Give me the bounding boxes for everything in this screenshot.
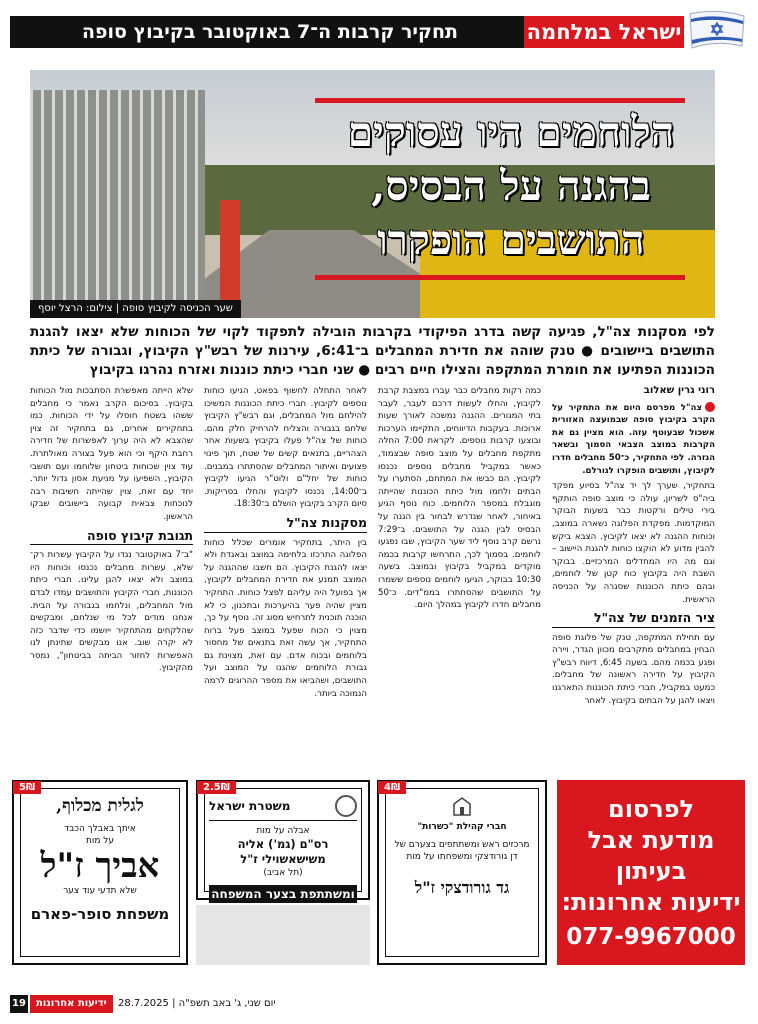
death-notice-3 xyxy=(12,780,188,965)
photo-caption: שער הכניסה לקיבוץ סופה | צילום: הרצל יוסף xyxy=(30,300,241,318)
headline-line-3: התושבים הופקרו xyxy=(377,216,645,264)
notice-text: אבלה על מות xyxy=(256,826,310,836)
article-intro xyxy=(552,402,715,478)
death-notice-1 xyxy=(377,780,547,965)
headline-line-1: הלוחמים היו עסוקים xyxy=(347,108,675,156)
notice-price: 5₪ xyxy=(13,781,41,794)
notice-frame xyxy=(20,788,180,957)
page-footer xyxy=(10,995,748,1013)
article-paragraph: שלא הייתה מאפשרת הסתבכות מול הכוחות בקיבוץ. בסיכום הקרב נאמר כי מחבלים ששהו בשטח חוסלו על ידי הכוחות. כמו בתחקירים אחרים, גם בתחקיר זה צוין שהצבא לא היה ערוך לאפשרות של חדירה רחבת היקף וכי הוא פעל בצורה מאולתרת. עוד צוין שכוחות ביטחון שלוחמו ועם תושבי הקיבוץ, השפיעו על מניעת אסון גדול יותר. יחד עם זאת, צוין שהייתה חשיבות רבה לנוכחות צבאית קבועה ביישובים שבקו הראשון. xyxy=(30,386,193,522)
article-intro-text: צה"ל מפרסם היום את התחקיר על הקרב בקיבוץ סופה שבמועצה האזורית אשכול שבעוטף עזה. הוא מציין גם את הקרבות במוצב הצבאי הסמוך ובשאר הגזרה. לפי התחקיר, כ־50 מחבלים חדרו לקיבוץ, ותושבים הופקרו לגורלם. xyxy=(552,402,715,476)
notice-text: על מות xyxy=(85,836,115,846)
article-paragraph: עם תחילת המתקפה, טנק של פלוגת סופה הבחין במחבלים מתקרבים מכוון הגדר, ויירה ופגע בכמה מהם. בשעה 6:45, דיווח רבש"ץ הקיבוץ על חדירה ראשונה של מחבלים. כמעט במקביל, חברי כיתת הכוננות התארגנו ויצאו להגן על הבתים בקיבוץ. לאחר xyxy=(552,632,715,706)
title-rule-top xyxy=(315,98,685,103)
notice-price: 2.5₪ xyxy=(197,781,236,794)
notice-text: מרכזים ראש ומשתתפים בצערם של דן גורודצקי ומשפחתו על מות xyxy=(394,840,530,862)
notice-org: משטרת ישראל xyxy=(209,799,291,813)
newspaper-brand: ידיעות אחרונות xyxy=(30,995,113,1013)
title-rule-bottom xyxy=(315,275,685,280)
page-header xyxy=(10,8,748,52)
notice-signature: משפחת סופר-פארם xyxy=(30,905,170,923)
notice-text: שלא תדעי עוד צער xyxy=(63,886,137,896)
article-paragraph: "ב־7 באוקטובר נגדו על הקיבוץ עשרות רק־ שלא, עשרות מחבלים נכנסו וכוחות היו במוצב ולא יצאו להגן עלינו. חברי כיתת הכוננות, חברי הקיבוץ והתושבים עמדו לבדם מול המחבלים, ונלחמו בגבורה על הבית. אנחנו מודים לכל מי שנלחם, ומבקשים שהלקחים מהתחקיר ייושמו כדי שדבר כזה לא יקרה שוב. אנו מבקשים שתינתן לנו האפשרות לחזור הביתה בביטחון", נמסר מהקיבוץ. xyxy=(30,550,193,674)
article-column-4 xyxy=(30,385,193,770)
notice-frame xyxy=(204,788,362,901)
empty-ad-slot xyxy=(196,905,370,965)
notice-condolence-bar: ומשתתפת בצער המשפחה xyxy=(209,885,357,903)
obituary-promo-ad[interactable] xyxy=(557,780,745,965)
article-body xyxy=(30,385,715,770)
article-paragraph: בתחקיר, שערך לך יד צה"ל בסיוע מפקד ביה"ס לשריון, עולה כי מוצב סופה הותקף בירי טילים ורקטות כבר בשעות הבוקר המוקדמות. מפקדת הפלוגה נשארה במוצב, וכוחות ההגנה לא יצאו לקיבוץ. הצבא ביקש להבין מדוע לא הוקצו כוחות להגנת היישוב – וגם מה היו המחדלים המרכזיים. בבוקר השבת היה בקיבוץ כוח קטן של לוחמים, ובהם כיתת הכוננות שסגרה על הכניסה הראשית. xyxy=(552,481,715,605)
promo-line-3: בעיתון xyxy=(615,857,687,885)
byline: רוני גרין שאלוב xyxy=(643,385,715,396)
headline xyxy=(321,105,701,267)
promo-line-2: מודעת אבל xyxy=(587,826,715,854)
article-paragraph: כמה רקות מחבלים כבר עברו במצבת קרבת לקיבוץ, והחלו לעשות דרכם לעבר, לעבר בתי המגורים. ההגנה נמשכה לאורך שעות ארוכות. בעקבות הדיווחים, התקיימו הערכות ובוצעו קרבות נוספים. לקראת 7:00 החלה מתקפת מחבלים על מוצב סופה שבצמוד, כאשר במקביל מחבלים נוספים נכנסו לקיבוץ. הם כבשו את המתחם, הסתערו על הבתים ולחמו מול כיתת הכוננות שהייתה מוגבלת במספר הלוחמים. כוח נוסף הגיע באיחור, לאחר שנדרש לבחור בין הגנה על הבסיס לבין הגנה על התושבים. ב־7:29 נרשם קרב נוסף ליד שער הקיבוץ, שבו נפגעו לוחמים. בסמוך לכך, התרחשו קרבות בכמה מוקדים במקביל בקיבוץ ובמוצב. בשעה 10:30 בבוקר, הגיעו לוחמים נוספים ששמרו על התושבים שהסתתרו בממ"דים. כ־50 מחבלים חדרו לקיבוץ במהלך היום. xyxy=(378,386,541,611)
notice-deceased-name: גד גורודצקי ז"ל xyxy=(414,878,510,897)
notice-recipient: לגלית מכלוף, xyxy=(56,796,144,816)
article-column-2 xyxy=(378,385,541,770)
headline-line-2: בהגנה על הבסיס, xyxy=(371,162,651,210)
page-number: 19 xyxy=(10,995,28,1013)
subheading-timeline: ציר הזמנים של צה"ל xyxy=(552,612,715,628)
promo-line-1: לפרסום xyxy=(607,795,694,823)
notice-deceased-name: אביך ז"ל xyxy=(40,846,160,886)
police-emblem-icon xyxy=(335,795,357,817)
photo-fence xyxy=(30,90,205,318)
subheading-conclusions: מסקנות צה"ל xyxy=(204,517,367,533)
notice-text: איתך באבלך הכבד xyxy=(64,824,136,834)
israel-flag-icon xyxy=(686,8,748,52)
bullet-icon xyxy=(705,402,715,412)
notice-subtext: (תל אביב) xyxy=(263,868,303,878)
issue-date: יום שני, ג' באב תשפ"ה | 28.7.2025 xyxy=(118,998,276,1009)
article-paragraph: בין היתר, בתחקיר אומרים שכלל כוחות הפלוגה התרכזו בלחימה במוצב ובאגדת ולא יצאו להגנת הקיבוץ. הם חשבו שההגנה על המוצב תמנע את חדירת המחבלים לקיבוץ, אך בפועל היה עליהם לפצל כוחות. התחקיר מציין שהיה פער בהיערכות ובתכנון, כי לא הוכנה תוכנית לתרחיש מסוג זה. נוסף על כך, מצוין כי הכוח שפעל במוצב פעל ברוח התחקיר, אך עשה זאת בתנאים של מחסור בלוחמים ובכוח אדם. עם זאת, מצוינת גם גבורת הלוחמים שהגנו על המוצב ועל התושבים, ושהביאו את מספר ההרוגים לרמה הנמוכה ביותר. xyxy=(204,537,367,699)
promo-line-4: ידיעות אחרונות: xyxy=(561,888,741,916)
article-column-1 xyxy=(552,385,715,770)
lede-paragraph: לפי מסקנות צה"ל, פגיעה קשה בדרג הפיקודי בקרבות הובילה לתפקוד לקוי של הכוחות שלא יצאו להגנת התושבים ביישובים ● טנק שוהה את חדירת המחבלים ב־6:41, עירנות של רבש"ץ הקיבוץ, וגבורה של כיתת הכוננות הפתיעו את חומרת המתקפה והצילו חיים רבים ● שני חברי כיתת כוננות ואזרח נהרגו בקיבוץ xyxy=(30,324,716,378)
promo-phone[interactable]: 077-9967000 xyxy=(566,924,736,950)
section-banner: ישראל במלחמה xyxy=(524,16,684,48)
notice-price: 4₪ xyxy=(378,781,406,794)
death-notice-2 xyxy=(196,780,370,900)
subheading-kibbutz-response: תגובת קיבוץ סופה xyxy=(30,530,193,546)
article-column-3 xyxy=(204,385,367,770)
article-paragraph: לאחר התחלה לחשוף בפאט, הגיעו כוחות נוספים לקיבוץ. חברי כיתת הכוננות המשיכו להילחם מול המחבלים, וגם רבש"ץ הקיבוץ שלחם בגבורה והצליח להרחיק חלק מהם. כוחות של צה"ל פעלו בקיבוץ בשעות אחר הצהריים, בתנאים קשים של שטח, תוך פינוי פצועים ואיתור המחבלים שהסתתרו במבנים. כוחות של יחל"ם ולוט"ר הגיעו לקיבוץ ב־14:00, נכנסו לקיבוץ והחלו בסריקות. סיום הקרב בקיבוץ הושלם ב־18:30. xyxy=(204,386,367,510)
notice-deceased-name: רס"ם (גמ') אליה משישאשוילי ז"ל xyxy=(237,837,329,866)
notice-frame xyxy=(385,788,539,957)
notice-header xyxy=(209,795,357,821)
notice-org: חברי קהילת "כשרות" xyxy=(417,822,507,832)
hero-photo xyxy=(30,70,715,318)
synagogue-icon xyxy=(451,795,473,817)
topic-banner: תחקיר קרבות ה־7 באוקטובר בקיבוץ סופה xyxy=(10,16,530,48)
